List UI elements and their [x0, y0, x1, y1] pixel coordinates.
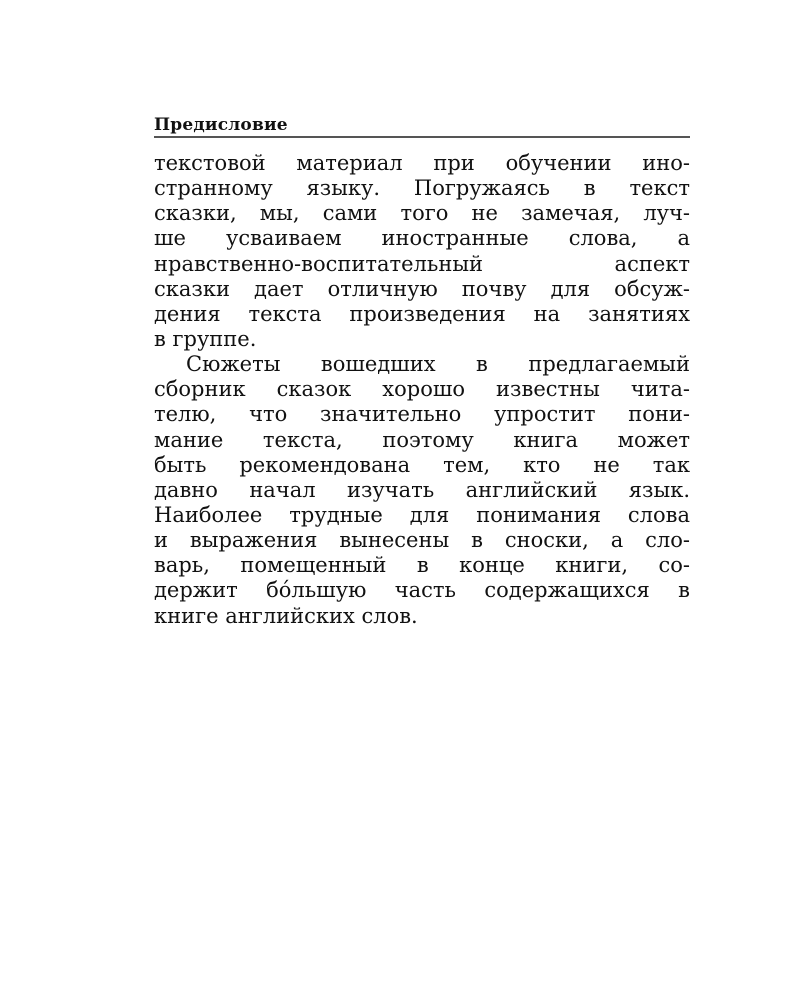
text-line: дения текста произведения на занятиях — [154, 301, 690, 326]
text-line: странному языку. Погружаясь в текст — [154, 176, 690, 201]
text-line: мание текста, поэтому книга может — [154, 427, 690, 452]
text-line: Наиболее трудные для понимания слова — [154, 502, 690, 527]
text-line: быть рекомендована тем, кто не так — [154, 452, 690, 477]
text-line: сборник сказок хорошо известны чита- — [154, 377, 690, 402]
text-line: и выражения вынесены в сноски, а сло- — [154, 528, 690, 553]
text-line: варь, помещенный в конце книги, со- — [154, 553, 690, 578]
text-line: Сюжеты вошедших в предлагаемый — [186, 352, 690, 377]
text-line: держит бóльшую часть содержащихся в — [154, 578, 690, 603]
text-line: сказки дает отличную почву для обсуж- — [154, 276, 690, 301]
text-line: текстовой материал при обучении ино- — [154, 151, 690, 175]
text-line: книге английских слов. — [154, 603, 418, 628]
running-header — [154, 114, 690, 138]
text-line: телю, что значительно упростит пони- — [154, 402, 690, 427]
text-line: нравственно-воспитательный аспект — [154, 251, 690, 276]
text-line: в группе. — [154, 326, 257, 351]
body-text — [154, 151, 690, 629]
text-line: ше усваиваем иностранные слова, а — [154, 226, 690, 251]
section-title: Предисловие — [154, 115, 288, 135]
text-line: сказки, мы, сами того не замечая, луч- — [154, 201, 690, 226]
text-line: давно начал изучать английский язык. — [154, 477, 690, 502]
